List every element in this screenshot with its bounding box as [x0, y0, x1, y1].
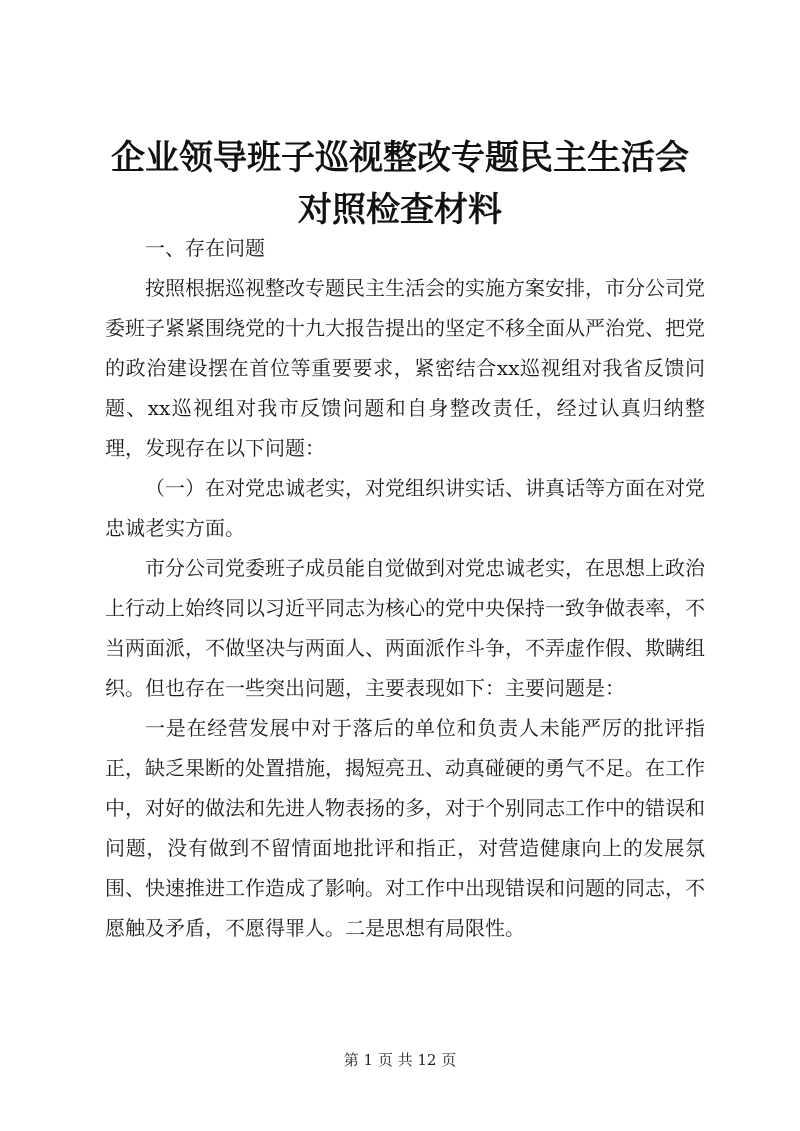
sub-heading: （一）在对党忠诚老实，对党组织讲实话、讲真话等方面在对党忠诚老实方面。 [105, 476, 705, 540]
page-total: 共 12 页 [397, 1051, 457, 1069]
body-paragraph: 市分公司党委班子成员能自觉做到对党忠诚老实，在思想上政治上行动上始终同以习近平同志为核心的党中央保持一致争做表率，不当两面派，不做坚决与两面人、两面派作斗争，不弄虚作假、欺瞒组织。但也存在一些突出问题，主要表现如下：主要问题是： [105, 556, 705, 700]
body-paragraph: 一是在经营发展中对于落后的单位和负责人未能严厉的批评指正，缺乏果断的处置措施，揭短亮丑、动真碰硬的勇气不足。在工作中，对好的做法和先进人物表扬的多，对于个别同志工作中的错误和问题，没有做到不留情面地批评和指正，对营造健康向上的发展氛围、快速推进工作造成了影响。对工作中出现错误和问题的同志，不愿触及矛盾，不愿得罪人。二是思想有局限性。 [105, 716, 705, 940]
body-paragraph: 按照根据巡视整改专题民主生活会的实施方案安排，市分公司党委班子紧紧围绕党的十九大报告提出的坚定不移全面从严治党、把党的政治建设摆在首位等重要要求，紧密结合xx巡视组对我省反馈问题、xx巡视组对我市反馈问题和自身整改责任，经过认真归纳整理，发现存在以下问题： [105, 276, 705, 460]
document-title: 企业领导班子巡视整改专题民主生活会对照检查材料 [111, 138, 689, 230]
document-body [105, 228, 705, 948]
page-footer [0, 1050, 800, 1070]
page-number: 第 1 页 [343, 1051, 393, 1069]
section-heading: 一、存在问题 [145, 236, 265, 260]
